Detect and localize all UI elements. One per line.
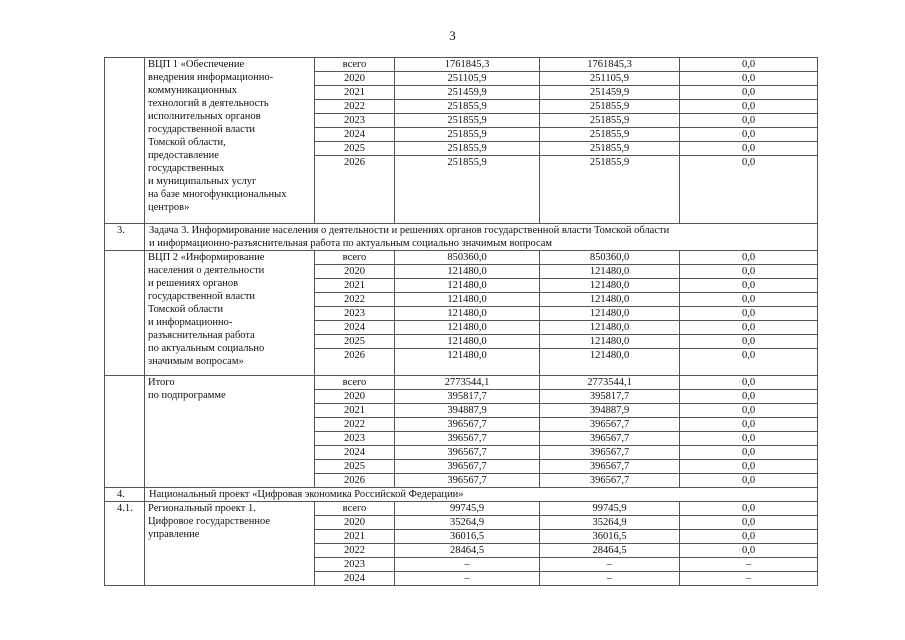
regional-budget-cell: 396567,7 <box>540 460 680 474</box>
federal-budget-cell: 0,0 <box>680 251 818 265</box>
row-number: 4.1. <box>105 502 145 586</box>
federal-budget-cell: 0,0 <box>680 418 818 432</box>
program-name-line: значимым вопросам» <box>148 356 244 368</box>
regional-budget-cell: 121480,0 <box>540 321 680 335</box>
regional-budget-cell: – <box>540 572 680 586</box>
task-title <box>145 224 818 251</box>
total-value-cell: 121480,0 <box>395 307 540 321</box>
regional-budget-cell: 251855,9 <box>540 128 680 142</box>
year-cell: всего <box>315 58 395 72</box>
federal-budget-cell: 0,0 <box>680 474 818 488</box>
year-cell: 2021 <box>315 86 395 100</box>
year-cell: 2025 <box>315 142 395 156</box>
federal-budget-cell: 0,0 <box>680 142 818 156</box>
federal-budget-cell: 0,0 <box>680 446 818 460</box>
program-name-line: ВЦП 2 «Информирование <box>148 252 265 264</box>
regional-budget-cell: – <box>540 558 680 572</box>
year-cell: 2026 <box>315 156 395 224</box>
regional-budget-cell: 396567,7 <box>540 418 680 432</box>
program-name-line: и решениях органов <box>148 278 239 290</box>
regional-budget-cell: 251855,9 <box>540 114 680 128</box>
total-value-cell: 850360,0 <box>395 251 540 265</box>
row-number <box>105 376 145 488</box>
federal-budget-cell: 0,0 <box>680 349 818 376</box>
program-name-line: коммуникационных <box>148 85 238 96</box>
total-value-cell: 121480,0 <box>395 335 540 349</box>
program-name <box>145 58 315 224</box>
total-value-cell: 396567,7 <box>395 474 540 488</box>
year-cell: 2024 <box>315 446 395 460</box>
federal-budget-cell: 0,0 <box>680 156 818 224</box>
table-row <box>105 376 818 390</box>
total-value-cell: 121480,0 <box>395 279 540 293</box>
total-value-cell: 121480,0 <box>395 293 540 307</box>
program-name-line: и муниципальных услуг <box>148 176 257 187</box>
total-value-cell: – <box>395 572 540 586</box>
program-name-line: государственной власти <box>148 124 256 135</box>
regional-budget-cell: 251105,9 <box>540 72 680 86</box>
federal-budget-cell: 0,0 <box>680 544 818 558</box>
year-cell: 2024 <box>315 321 395 335</box>
regional-budget-cell: 36016,5 <box>540 530 680 544</box>
year-cell: всего <box>315 376 395 390</box>
federal-budget-cell: 0,0 <box>680 86 818 100</box>
program-name-line: Цифровое государственное <box>148 516 271 528</box>
federal-budget-cell: 0,0 <box>680 530 818 544</box>
year-cell: 2021 <box>315 279 395 293</box>
program-name-line: и информационно- <box>148 317 233 329</box>
total-value-cell: 396567,7 <box>395 446 540 460</box>
program-name-line: по подпрограмме <box>148 390 226 402</box>
year-cell: 2026 <box>315 349 395 376</box>
program-name-line: технологий в деятельность <box>148 98 269 109</box>
program-name <box>145 251 315 376</box>
total-value-cell: 251459,9 <box>395 86 540 100</box>
federal-budget-cell: 0,0 <box>680 335 818 349</box>
federal-budget-cell: 0,0 <box>680 58 818 72</box>
federal-budget-cell: 0,0 <box>680 321 818 335</box>
regional-budget-cell: 35264,9 <box>540 516 680 530</box>
program-name-line: управление <box>148 529 200 541</box>
year-cell: 2023 <box>315 558 395 572</box>
year-cell: 2020 <box>315 516 395 530</box>
program-name-line: центров» <box>148 202 190 213</box>
year-cell: всего <box>315 502 395 516</box>
regional-budget-cell: 121480,0 <box>540 279 680 293</box>
page-number: 3 <box>449 28 456 43</box>
total-value-cell: 1761845,3 <box>395 58 540 72</box>
total-value-cell: 396567,7 <box>395 460 540 474</box>
federal-budget-cell: 0,0 <box>680 279 818 293</box>
year-cell: 2025 <box>315 460 395 474</box>
regional-budget-cell: 1761845,3 <box>540 58 680 72</box>
total-value-cell: 251855,9 <box>395 128 540 142</box>
total-value-cell: 35264,9 <box>395 516 540 530</box>
year-cell: 2026 <box>315 474 395 488</box>
regional-budget-cell: 396567,7 <box>540 474 680 488</box>
program-name-line: по актуальным социально <box>148 343 265 355</box>
regional-budget-cell: 251855,9 <box>540 142 680 156</box>
total-value-cell: 251855,9 <box>395 142 540 156</box>
total-value-cell: 395817,7 <box>395 390 540 404</box>
federal-budget-cell: 0,0 <box>680 502 818 516</box>
task-row <box>105 224 818 251</box>
program-name-line: Томской области, <box>148 137 226 148</box>
table-row <box>105 502 818 516</box>
table-row <box>105 58 818 72</box>
program-name <box>145 376 315 488</box>
year-cell: 2024 <box>315 128 395 142</box>
program-name-line: ВЦП 1 «Обеспечение <box>148 59 245 70</box>
federal-budget-cell: 0,0 <box>680 460 818 474</box>
regional-budget-cell: 395817,7 <box>540 390 680 404</box>
regional-budget-cell: 396567,7 <box>540 446 680 460</box>
regional-budget-cell: 121480,0 <box>540 349 680 376</box>
federal-budget-cell: 0,0 <box>680 265 818 279</box>
row-number <box>105 251 145 376</box>
total-value-cell: 396567,7 <box>395 418 540 432</box>
federal-budget-cell: 0,0 <box>680 516 818 530</box>
regional-budget-cell: 2773544,1 <box>540 376 680 390</box>
regional-budget-cell: 251459,9 <box>540 86 680 100</box>
program-name <box>145 502 315 586</box>
total-value-cell: 99745,9 <box>395 502 540 516</box>
federal-budget-cell: 0,0 <box>680 376 818 390</box>
federal-budget-cell: 0,0 <box>680 128 818 142</box>
year-cell: 2022 <box>315 293 395 307</box>
year-cell: 2020 <box>315 265 395 279</box>
federal-budget-cell: 0,0 <box>680 404 818 418</box>
row-number <box>105 58 145 224</box>
program-name-line: населения о деятельности <box>148 265 265 277</box>
task-row <box>105 488 818 502</box>
year-cell: 2022 <box>315 418 395 432</box>
regional-budget-cell: 121480,0 <box>540 293 680 307</box>
year-cell: 2020 <box>315 72 395 86</box>
program-name-line: Томской области <box>148 304 224 316</box>
program-name-line: на базе многофункциональных <box>148 189 287 200</box>
total-value-cell: 36016,5 <box>395 530 540 544</box>
total-value-cell: 251855,9 <box>395 114 540 128</box>
total-value-cell: – <box>395 558 540 572</box>
total-value-cell: 251105,9 <box>395 72 540 86</box>
total-value-cell: 121480,0 <box>395 265 540 279</box>
year-cell: 2023 <box>315 307 395 321</box>
regional-budget-cell: 251855,9 <box>540 156 680 224</box>
row-number: 4. <box>105 488 145 502</box>
row-number: 3. <box>105 224 145 251</box>
task-title-line: и информационно-разъяснительная работа по актуальным социально значимым вопросам <box>149 238 553 249</box>
federal-budget-cell: 0,0 <box>680 307 818 321</box>
federal-budget-cell: 0,0 <box>680 432 818 446</box>
federal-budget-cell: 0,0 <box>680 293 818 307</box>
year-cell: 2021 <box>315 404 395 418</box>
year-cell: 2022 <box>315 544 395 558</box>
regional-budget-cell: 251855,9 <box>540 100 680 114</box>
program-name-line: внедрения информационно- <box>148 72 274 83</box>
year-cell: 2022 <box>315 100 395 114</box>
program-name-line: государственных <box>148 163 225 174</box>
table-row <box>105 251 818 265</box>
program-name-line: исполнительных органов <box>148 111 261 122</box>
federal-budget-cell: – <box>680 572 818 586</box>
year-cell: всего <box>315 251 395 265</box>
year-cell: 2025 <box>315 335 395 349</box>
federal-budget-cell: 0,0 <box>680 114 818 128</box>
total-value-cell: 121480,0 <box>395 321 540 335</box>
program-name-line: Итого <box>148 377 175 389</box>
budget-table <box>104 57 818 586</box>
total-value-cell: 2773544,1 <box>395 376 540 390</box>
year-cell: 2024 <box>315 572 395 586</box>
program-name-line: разъяснительная работа <box>148 330 255 342</box>
regional-budget-cell: 99745,9 <box>540 502 680 516</box>
regional-budget-cell: 121480,0 <box>540 307 680 321</box>
total-value-cell: 121480,0 <box>395 349 540 376</box>
program-name-line: предоставление <box>148 150 219 161</box>
total-value-cell: 251855,9 <box>395 156 540 224</box>
federal-budget-cell: 0,0 <box>680 100 818 114</box>
task-title-line: Задача 3. Информирование населения о деятельности и решениях органов государственной власти Томской области <box>149 225 670 236</box>
total-value-cell: 28464,5 <box>395 544 540 558</box>
year-cell: 2023 <box>315 432 395 446</box>
year-cell: 2023 <box>315 114 395 128</box>
task-title <box>145 488 818 502</box>
program-name-line: государственной власти <box>148 291 256 303</box>
regional-budget-cell: 28464,5 <box>540 544 680 558</box>
regional-budget-cell: 121480,0 <box>540 335 680 349</box>
regional-budget-cell: 121480,0 <box>540 265 680 279</box>
year-cell: 2020 <box>315 390 395 404</box>
total-value-cell: 396567,7 <box>395 432 540 446</box>
program-name-line: Региональный проект 1. <box>148 503 256 515</box>
year-cell: 2021 <box>315 530 395 544</box>
total-value-cell: 394887,9 <box>395 404 540 418</box>
federal-budget-cell: 0,0 <box>680 72 818 86</box>
federal-budget-cell: – <box>680 558 818 572</box>
regional-budget-cell: 396567,7 <box>540 432 680 446</box>
task-title-line: Национальный проект «Цифровая экономика Российской Федерации» <box>149 489 464 501</box>
regional-budget-cell: 850360,0 <box>540 251 680 265</box>
federal-budget-cell: 0,0 <box>680 390 818 404</box>
total-value-cell: 251855,9 <box>395 100 540 114</box>
regional-budget-cell: 394887,9 <box>540 404 680 418</box>
